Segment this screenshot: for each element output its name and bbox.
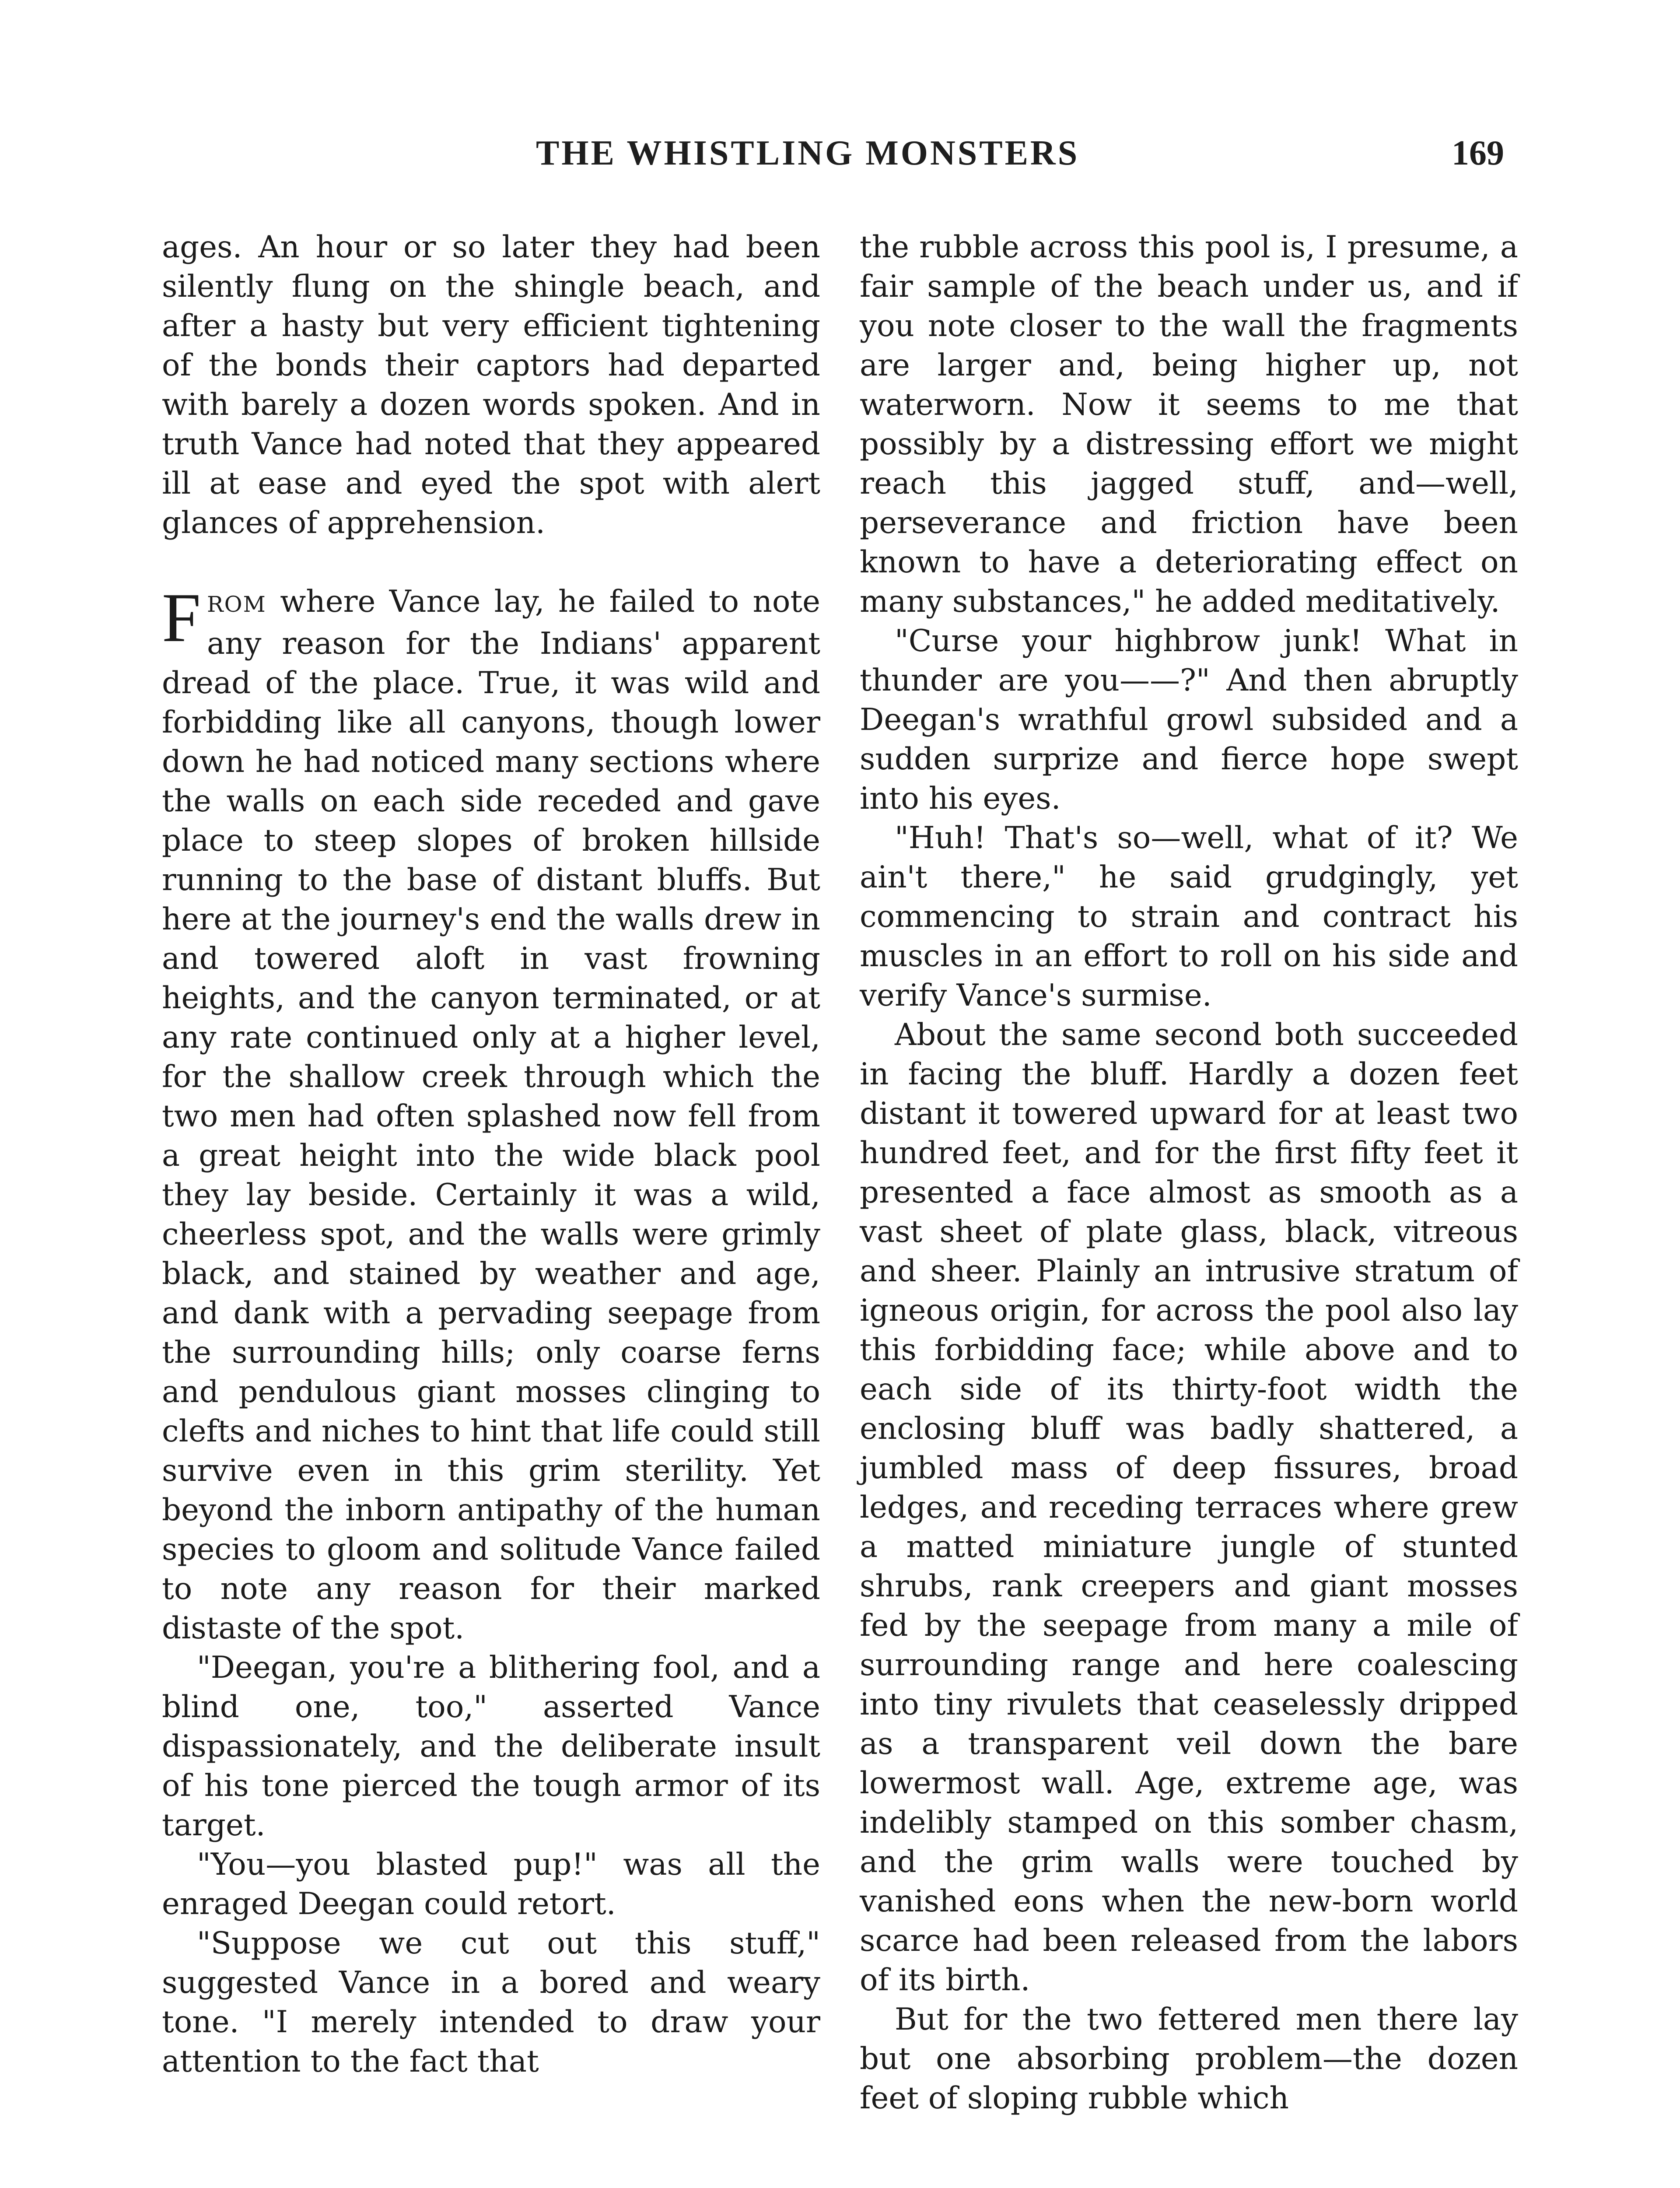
right-column <box>860 228 1518 2118</box>
running-head-title: THE WHISTLING MONSTERS <box>536 134 1080 172</box>
paragraph: "Deegan, you're a blithering fool, and a blind one, too," asserted Vance dispassionately, and the deliberate insult of his tone pierced the tough armor of its target. <box>162 1650 820 1843</box>
small-caps-lead: ROM <box>206 592 266 617</box>
paragraph: "Curse your highbrow junk! What in thunder are you——?" And then abruptly Deegan's wrathful growl subsided and a sudden surprize and fierce hope swept into his eyes. <box>860 624 1518 816</box>
paragraph: About the same second both succeeded in facing the bluff. Hardly a dozen feet distant it towered upward for at least two hundred feet, and for the first fifty feet it presented a face almost as smooth as a vast sheet of plate glass, black, vitreous and sheer. Plainly an intrusive stratum of igneous origin, for across the pool also lay this forbidding face; while above and to each side of its thirty-foot width the enclosing bluff was badly shattered, a jumbled mass of deep fissures, broad ledges, and receding terraces where grew a matted miniature jungle of stunted shrubs, rank creepers and giant mosses fed by the seepage from many a mile of surrounding range and here coalescing into tiny rivulets that ceaselessly dripped as a transparent veil down the bare lowermost wall. Age, extreme age, was indelibly stamped on this somber chasm, and the grim walls were touched by vanished eons when the new-born world scarce had been released from the labors of its birth. <box>860 1017 1518 1998</box>
drop-cap: F <box>162 579 201 656</box>
paragraph: "You—you blasted pup!" was all the enraged Deegan could retort. <box>162 1847 820 1922</box>
paragraph: ages. An hour or so later they had been silently flung on the shingle beach, and after a hasty but very efficient tightening of the bonds their captors had departed with barely a dozen words spoken. And in truth Vance had noted that they appeared ill at ease and eyed the spot with alert glances of apprehension. <box>162 230 820 540</box>
page-number: 169 <box>1452 134 1504 172</box>
paragraph-dropcap <box>162 579 820 1648</box>
paragraph: "Suppose we cut out this stuff," suggested Vance in a bored and weary tone. "I merely intended to draw your attention to the fact that <box>162 1926 820 2079</box>
left-column <box>162 228 820 2081</box>
paragraph-text: where Vance lay, he failed to note any reason for the Indians' apparent dread of the place. True, it was wild and forbidding like all canyons, though lower down he had noticed many sections where the walls on each side receded and gave place to steep slopes of broken hillside running to the base of distant bluffs. But here at the journey's end the walls drew in and towered aloft in vast frowning heights, and the canyon terminated, or at any rate continued only at a higher level, for the shallow creek through which the two men had often splashed now fell from a great height into the wide black pool they lay beside. Certainly it was a wild, cheerless spot, and the walls were grimly black, and stained by weather and age, and dank with a pervading seepage from the surrounding hills; only coarse ferns and pendulous giant mosses clinging to clefts and niches to hint that life could still survive even in this grim sterility. Yet beyond the inborn antipathy of the human species to gloom and solitude Vance failed to note any reason for their marked distaste of the spot. <box>162 584 820 1646</box>
paragraph: the rubble across this pool is, I presume, a fair sample of the beach under us, and if you note closer to the wall the fragments are larger and, being higher up, not waterworn. Now it seems to me that possibly by a distressing effort we might reach this jagged stuff, and—well, perseverance and friction have been known to have a deteriorating effect on many substances," he added meditatively. <box>860 230 1518 619</box>
paragraph: "Huh! That's so—well, what of it? We ain't there," he said grudgingly, yet commencing to strain and contract his muscles in an effort to roll on his side and verify Vance's surmise. <box>860 820 1518 1013</box>
paragraph: But for the two fettered men there lay but one absorbing problem—the dozen feet of sloping rubble which <box>860 2002 1518 2116</box>
